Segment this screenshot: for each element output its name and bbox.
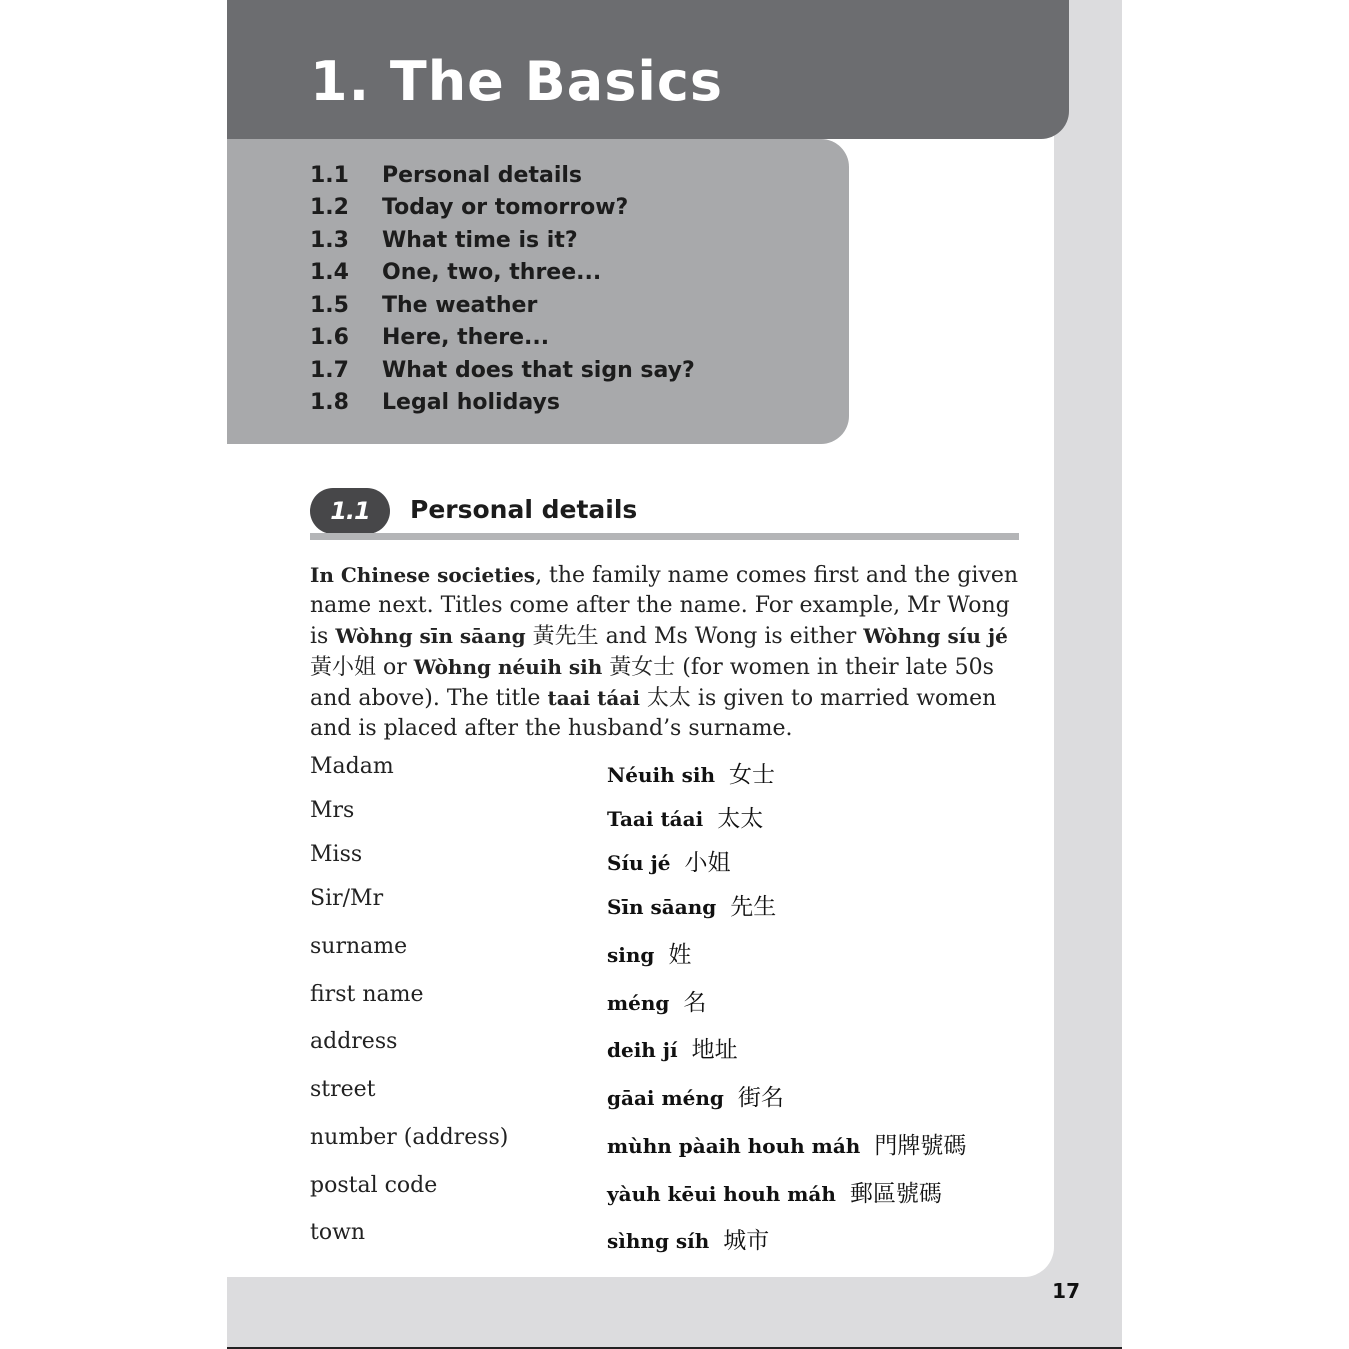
toc-item (310, 257, 695, 290)
toc-number: 1.6 (310, 325, 349, 351)
chinese-characters: 女士 (729, 762, 776, 788)
intro-lead: In Chinese societies (310, 563, 536, 587)
cantonese-term (607, 1031, 738, 1064)
intro-text: is given to married women and is placed after the husband’s surname. (310, 686, 997, 741)
english-term: surname (310, 934, 408, 959)
toc-label: Personal details (382, 162, 583, 188)
toc-item (310, 224, 695, 257)
vocab-row (310, 880, 1022, 920)
english-term: town (310, 1220, 366, 1245)
section-heading (310, 488, 1019, 542)
intro-term: taai táai (547, 686, 640, 710)
chinese-characters: 郵區號碼 (849, 1181, 942, 1207)
intro-term: Wòhng sīn sāang (335, 624, 526, 648)
romanization: sìhng síh (607, 1229, 710, 1253)
toc-number: 1.5 (310, 292, 349, 318)
romanization: Néuih sih (607, 763, 716, 787)
toc-number: 1.2 (310, 195, 349, 221)
chinese-characters: 城市 (723, 1228, 770, 1254)
toc-item (310, 354, 695, 387)
english-term: street (310, 1077, 376, 1102)
toc-number: 1.1 (310, 162, 349, 188)
vocab-row (310, 1023, 1022, 1063)
toc-label: Legal holidays (382, 390, 560, 416)
vocab-row (310, 976, 1022, 1016)
vocab-row (310, 928, 1022, 968)
cantonese-term (607, 1222, 769, 1255)
vocab-row (310, 1214, 1022, 1254)
vocab-row (310, 1071, 1022, 1111)
chinese-characters: 太太 (717, 806, 764, 832)
intro-paragraph (310, 560, 1022, 744)
chapter-header (227, 0, 1069, 139)
romanization: méng (607, 991, 670, 1015)
toc-list (310, 159, 695, 419)
english-term: Miss (310, 842, 363, 867)
toc-label: Here, there... (382, 325, 550, 351)
english-term: Sir/Mr (310, 886, 384, 911)
toc-label: The weather (382, 292, 538, 318)
vocab-row (310, 836, 1022, 876)
chinese-characters: 地址 (691, 1037, 738, 1063)
romanization: sing (607, 943, 655, 967)
intro-chinese: 黃先生 (525, 624, 599, 649)
cantonese-term (607, 800, 763, 833)
section-number-badge: 1.1 (310, 488, 390, 534)
vocab-row (310, 1167, 1022, 1207)
section-rule (310, 533, 1019, 540)
toc-number: 1.4 (310, 260, 349, 286)
romanization: gāai méng (607, 1086, 724, 1110)
cantonese-term (607, 756, 775, 789)
intro-text: or (376, 655, 414, 680)
vocab-row (310, 748, 1022, 788)
toc-item (310, 192, 695, 225)
book-page (227, 0, 1122, 1349)
cantonese-term (607, 844, 731, 877)
intro-text: (for women in their late 50s and above). The title (310, 655, 994, 711)
intro-text: , the family name comes first and the given name next. Titles come after the name. For example, Mr Wong is (310, 563, 1019, 649)
toc-label: Today or tomorrow? (382, 195, 629, 221)
romanization: Sīn sāang (607, 895, 717, 919)
toc-number: 1.7 (310, 357, 349, 383)
toc-label: What time is it? (382, 227, 578, 253)
english-term: postal code (310, 1173, 438, 1198)
romanization: yàuh kēui houh máh (607, 1182, 836, 1206)
english-term: Madam (310, 754, 394, 779)
chinese-characters: 名 (683, 990, 707, 1016)
chapter-contents (227, 139, 849, 444)
toc-item (310, 322, 695, 355)
toc-label: One, two, three... (382, 260, 602, 286)
cantonese-term (607, 1175, 942, 1208)
toc-item (310, 159, 695, 192)
romanization: deih jí (607, 1038, 678, 1062)
toc-item (310, 387, 695, 420)
vocab-row (310, 792, 1022, 832)
intro-chinese: 黃小姐 (310, 655, 377, 680)
romanization: Taai táai (607, 807, 704, 831)
cantonese-term (607, 984, 706, 1017)
cantonese-term (607, 1079, 784, 1112)
intro-chinese: 太太 (639, 686, 691, 711)
vocab-row (310, 1119, 1022, 1159)
intro-term: Wòhng síu jé (863, 624, 1008, 648)
cantonese-term (607, 1127, 966, 1160)
content-card (227, 0, 1054, 1277)
cantonese-term (607, 936, 691, 969)
cantonese-term (607, 888, 776, 921)
chinese-characters: 門牌號碼 (874, 1133, 967, 1159)
english-term: first name (310, 982, 424, 1007)
intro-text: and Ms Wong is either (598, 624, 864, 649)
toc-number: 1.8 (310, 390, 349, 416)
section-title: Personal details (410, 495, 638, 524)
chinese-characters: 街名 (737, 1085, 784, 1111)
english-term: number (address) (310, 1125, 509, 1150)
chinese-characters: 小姐 (684, 850, 731, 876)
intro-chinese: 黃女士 (602, 655, 676, 680)
romanization: mùhn pàaih houh máh (607, 1134, 861, 1158)
intro-term: Wòhng néuih sih (413, 655, 603, 679)
page-number: 17 (1052, 1279, 1080, 1303)
chinese-characters: 姓 (668, 942, 692, 968)
romanization: Síu jé (607, 851, 671, 875)
toc-label: What does that sign say? (382, 357, 695, 383)
chapter-title: 1. The Basics (310, 50, 723, 113)
english-term: address (310, 1029, 398, 1054)
chinese-characters: 先生 (730, 894, 777, 920)
english-term: Mrs (310, 798, 355, 823)
toc-item (310, 289, 695, 322)
toc-number: 1.3 (310, 227, 349, 253)
